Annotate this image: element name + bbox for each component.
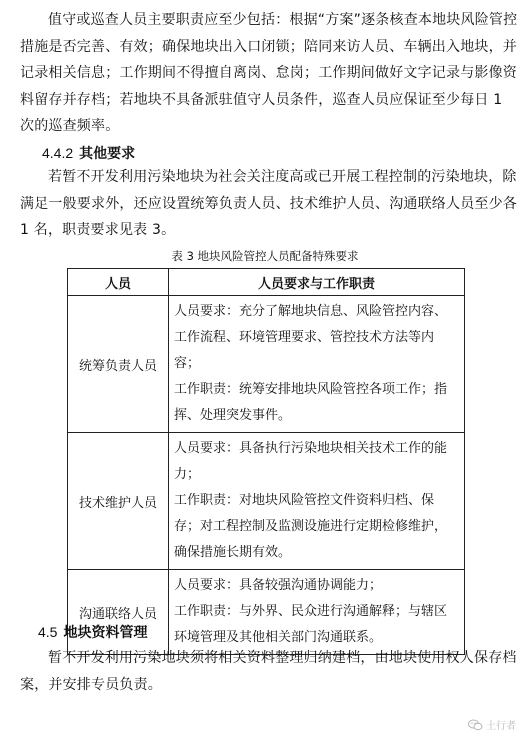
role-cell: 统筹负责人员 [68, 296, 169, 433]
requirement-text: 人员要求：具备较强沟通协调能力； [174, 578, 383, 593]
requirement-text: 人员要求：充分了解地块信息、风险管控内容、工作流程、环境管理要求、管控技术方法等内容； [174, 304, 448, 371]
wechat-icon [468, 719, 483, 731]
table-header-row [68, 269, 465, 296]
staffing-requirements-table [67, 268, 465, 655]
requirement-text: 人员要求：具备执行污染地块相关技术工作的能力； [174, 441, 448, 482]
table-row [68, 296, 465, 433]
section-45-heading [38, 621, 147, 644]
table-row [68, 433, 465, 570]
section-number: 4.4.2 [42, 145, 74, 161]
section-title: 其他要求 [79, 146, 136, 162]
role-cell: 沟通联络人员 [68, 570, 169, 655]
duty-text: 工作职责：统筹安排地块风险管控各项工作；指挥、处理突发事件。 [174, 382, 448, 423]
section-title: 地块资料管理 [63, 625, 148, 641]
watermark-text: 土行者 [486, 721, 516, 732]
column-header: 人员 [68, 269, 169, 296]
watermark [468, 717, 516, 732]
table-caption: 表 3 地块风险管控人员配备特殊要求 [171, 249, 359, 263]
duty-text: 工作职责：与外界、民众进行沟通解释；与辖区环境管理及其他相关部门沟通联系。 [174, 604, 448, 645]
description-cell [169, 570, 465, 655]
role-cell: 技术维护人员 [68, 433, 169, 570]
other-requirements-paragraph: 若暂不开发利用污染地块为社会关注度高或已开展工程控制的污染地块，除满足一般要求外，还应设置统筹负责人员、技术维护人员、沟通联络人员至少各 1 名，职责要求见表 3。 [20, 169, 517, 238]
column-header: 人员要求与工作职责 [169, 269, 465, 296]
duty-text: 工作职责：对地块风险管控文件资料归档、保存；对工程控制及监测设施进行定期检修维护，确保措施长期有效。 [174, 493, 448, 560]
section-442-heading [42, 142, 135, 165]
description-cell [169, 296, 465, 433]
intro-paragraph: 值守或巡查人员主要职责应至少包括：根据“方案”逐条核查本地块风险管控措施是否完善、有效；确保地块出入口闭锁；陪同来访人员、车辆出入地块，并记录相关信息；工作期间不得擅自离岗、怠岗；工作期间做好文字记录与影像资料留存并存档；若地块不具备派驻值守人员条件，巡查人员应保证至少每日 1 次的巡查频率。 [20, 12, 518, 134]
section-number: 4.5 [38, 624, 58, 640]
records-paragraph: 暂不开发利用污染地块须将相关资料整理归纳建档，由地块使用权人保存档案，并安排专员负责。 [20, 650, 517, 693]
description-cell [169, 433, 465, 570]
